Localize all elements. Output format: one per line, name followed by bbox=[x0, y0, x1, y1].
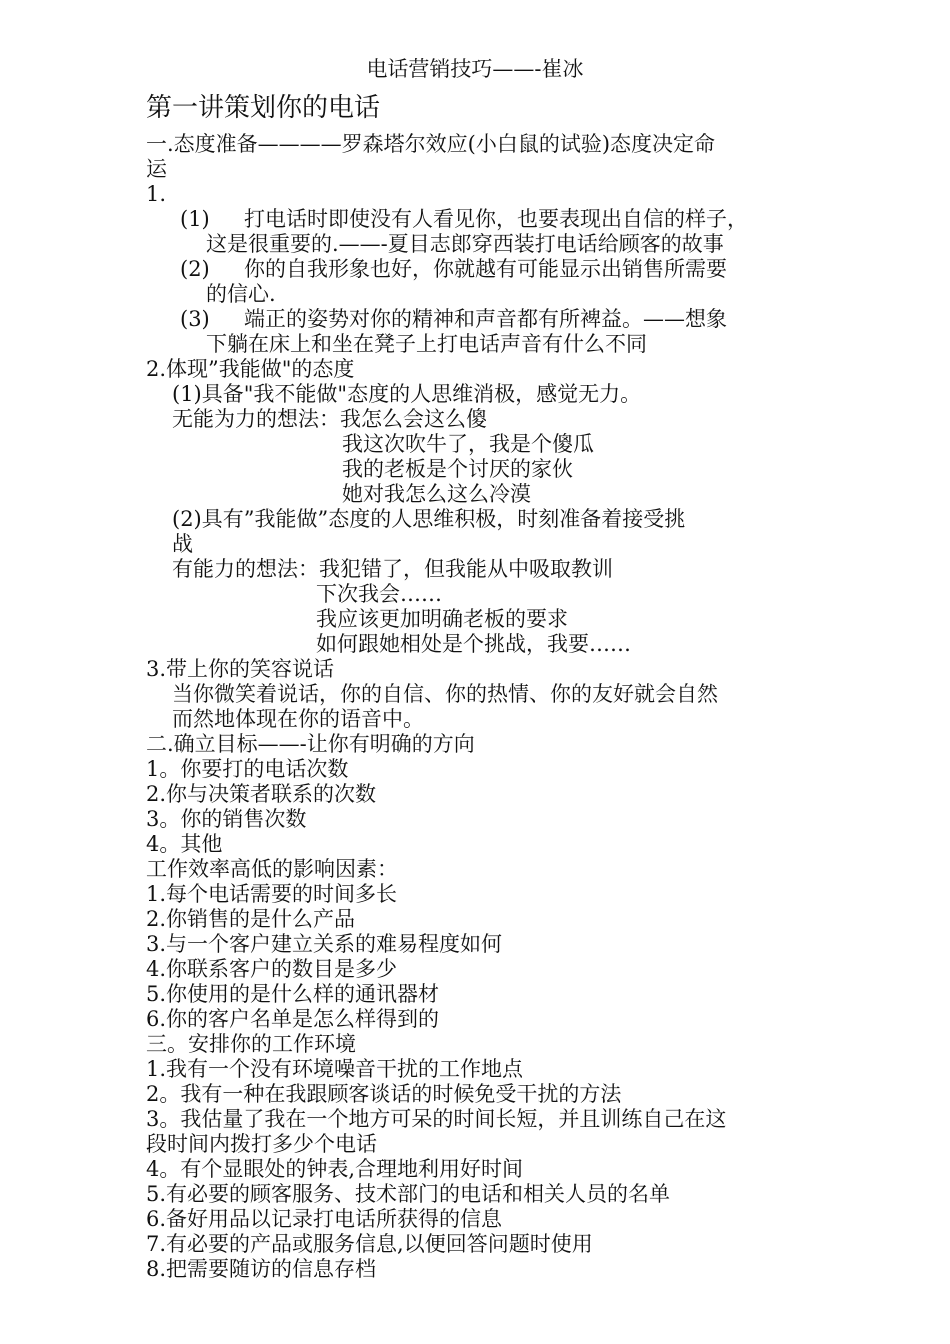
text-line bbox=[146, 1207, 502, 1231]
text-line bbox=[342, 482, 531, 506]
line-text: 战 bbox=[172, 532, 193, 556]
text-line bbox=[206, 282, 276, 306]
text-line bbox=[146, 957, 397, 981]
line-text: 6.备好用品以记录打电话所获得的信息 bbox=[146, 1207, 503, 1231]
text-line bbox=[146, 1107, 726, 1131]
line-text: 二.确立目标——-让你有明确的方向 bbox=[146, 732, 475, 756]
text-line bbox=[146, 182, 166, 206]
line-text: 有能力的想法：我犯错了，但我能从中吸取教训 bbox=[172, 557, 613, 581]
text-line bbox=[146, 1132, 377, 1156]
text-line bbox=[172, 382, 641, 406]
text-line bbox=[146, 657, 334, 681]
text-line bbox=[180, 207, 748, 231]
text-line bbox=[316, 582, 442, 606]
document-title: 电话营销技巧——-崔冰 bbox=[366, 57, 584, 81]
line-text: 下次我会…… bbox=[316, 582, 442, 606]
text-line bbox=[146, 1007, 439, 1031]
line-text: 8.把需要随访的信息存档 bbox=[146, 1257, 377, 1281]
lecture-heading: 第一讲策划你的电话 bbox=[146, 93, 381, 123]
line-text: 5.有必要的顾客服务、技术部门的电话和相关人员的名单 bbox=[146, 1182, 671, 1206]
line-text: 4。其他 bbox=[146, 832, 223, 856]
line-text: 1。你要打的电话次数 bbox=[146, 757, 349, 781]
text-line bbox=[180, 257, 727, 281]
line-text: 她对我怎么这么冷漠 bbox=[342, 482, 531, 506]
line-text: 1.我有一个没有环境噪音干扰的工作地点 bbox=[146, 1057, 524, 1081]
text-line bbox=[146, 907, 355, 931]
text-line bbox=[146, 932, 502, 956]
line-text: 三。安排你的工作环境 bbox=[146, 1032, 356, 1056]
line-text: 当你微笑着说话，你的自信、你的热情、你的友好就会自然 bbox=[172, 682, 718, 706]
text-line bbox=[316, 632, 631, 656]
text-line bbox=[146, 807, 306, 831]
line-text: (1)具备"我不能做"态度的人思维消极，感觉无力。 bbox=[172, 382, 642, 406]
text-line bbox=[146, 832, 222, 856]
item-number: (2) bbox=[180, 257, 210, 281]
line-text: 一.态度准备————罗森塔尔效应(小白鼠的试验)态度决定命 bbox=[146, 132, 716, 156]
line-text: 4.你联系客户的数目是多少 bbox=[146, 957, 398, 981]
line-text: 3。你的销售次数 bbox=[146, 807, 307, 831]
line-text: 2.你与决策者联系的次数 bbox=[146, 782, 377, 806]
text-line bbox=[146, 1032, 356, 1056]
line-text: 3.带上你的笑容说话 bbox=[146, 657, 335, 681]
line-text: 2。我有一种在我跟顾客谈话的时候免受干扰的方法 bbox=[146, 1082, 622, 1106]
line-text: 工作效率高低的影响因素： bbox=[146, 857, 398, 881]
text-line bbox=[146, 882, 397, 906]
text-line bbox=[172, 407, 487, 431]
line-text: 5.你使用的是什么样的通讯器材 bbox=[146, 982, 440, 1006]
line-text: 1.每个电话需要的时间多长 bbox=[146, 882, 398, 906]
line-text: (2)具有”我能做”态度的人思维积极，时刻准备着接受挑 bbox=[172, 507, 686, 531]
line-text: 运 bbox=[146, 157, 167, 181]
text-line bbox=[206, 332, 647, 356]
line-text: 我应该更加明确老板的要求 bbox=[316, 607, 568, 631]
line-text: 我这次吹牛了，我是个傻瓜 bbox=[342, 432, 594, 456]
line-text: 下躺在床上和坐在凳子上打电话声音有什么不同 bbox=[206, 332, 647, 356]
item-number: (1) bbox=[180, 207, 210, 231]
line-text: 这是很重要的.——-夏目志郎穿西装打电话给顾客的故事 bbox=[206, 232, 724, 256]
text-line bbox=[146, 1057, 523, 1081]
line-text: 2.体现”我能做"的态度 bbox=[146, 357, 355, 381]
text-line bbox=[146, 857, 398, 881]
text-line bbox=[172, 707, 424, 731]
line-text: 段时间内拨打多少个电话 bbox=[146, 1132, 377, 1156]
text-line bbox=[172, 557, 613, 581]
line-text: 6.你的客户名单是怎么样得到的 bbox=[146, 1007, 440, 1031]
text-line bbox=[146, 1257, 376, 1281]
item-number: (3) bbox=[180, 307, 210, 331]
line-text: 1. bbox=[146, 182, 167, 206]
line-text: 3。我估量了我在一个地方可呆的时间长短，并且训练自己在这 bbox=[146, 1107, 727, 1131]
text-line bbox=[146, 982, 439, 1006]
text-line bbox=[206, 232, 724, 256]
text-line bbox=[316, 607, 568, 631]
text-line bbox=[342, 432, 594, 456]
line-text: 2.你销售的是什么产品 bbox=[146, 907, 356, 931]
line-text: 打电话时即使没有人看见你，也要表现出自信的样子， bbox=[244, 207, 748, 231]
text-line bbox=[146, 732, 475, 756]
line-text: 如何跟她相处是个挑战，我要…… bbox=[316, 632, 631, 656]
line-text: 而然地体现在你的语音中。 bbox=[172, 707, 424, 731]
line-text: 无能为力的想法：我怎么会这么傻 bbox=[172, 407, 487, 431]
text-line bbox=[146, 157, 167, 181]
text-line bbox=[146, 782, 376, 806]
line-text: 端正的姿势对你的精神和声音都有所裨益。——想象 bbox=[244, 307, 727, 331]
line-text: 的信心. bbox=[206, 282, 276, 306]
text-line bbox=[146, 1182, 670, 1206]
text-line bbox=[172, 532, 193, 556]
line-text: 我的老板是个讨厌的家伙 bbox=[342, 457, 573, 481]
line-text: 3.与一个客户建立关系的难易程度如何 bbox=[146, 932, 503, 956]
text-line bbox=[146, 132, 715, 156]
line-text: 4。有个显眼处的钟表,合理地利用好时间 bbox=[146, 1157, 524, 1181]
text-line bbox=[180, 307, 727, 331]
text-line bbox=[172, 682, 718, 706]
text-line bbox=[146, 1232, 593, 1256]
text-line bbox=[172, 507, 685, 531]
text-line bbox=[146, 1157, 523, 1181]
text-line bbox=[342, 457, 573, 481]
text-line bbox=[146, 357, 354, 381]
text-line bbox=[146, 1082, 621, 1106]
text-line bbox=[146, 757, 348, 781]
line-text: 7.有必要的产品或服务信息,以便回答问题时使用 bbox=[146, 1232, 593, 1256]
line-text: 你的自我形象也好，你就越有可能显示出销售所需要 bbox=[244, 257, 727, 281]
